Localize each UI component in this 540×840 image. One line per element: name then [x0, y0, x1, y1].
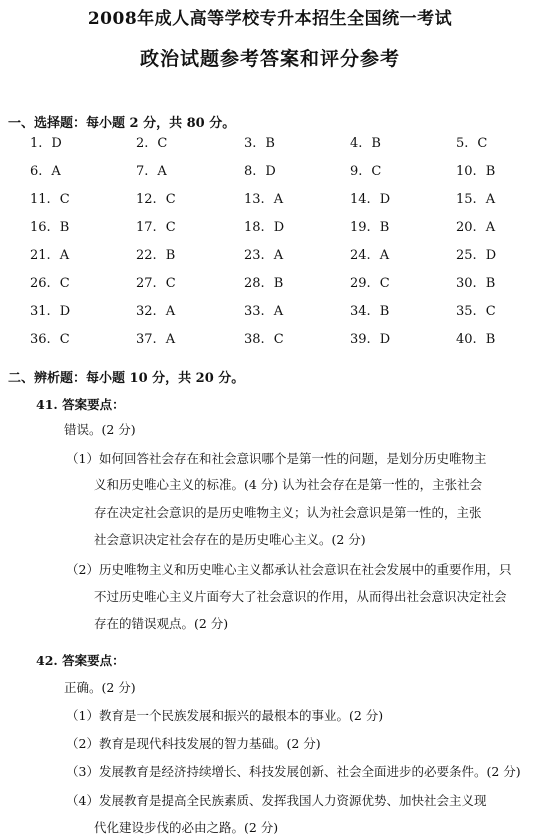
- q42-label: 42. 答案要点：: [36, 653, 125, 668]
- question-number: 2.: [136, 136, 149, 151]
- answer-letter: D: [379, 192, 391, 207]
- answer-item: [456, 304, 496, 319]
- answer-letter: D: [485, 248, 497, 263]
- question-number: 28.: [244, 276, 265, 291]
- q42-item: （3）发展教育是经济持续增长、科技发展创新、社会全面进步的必要条件。(2 分): [66, 764, 521, 779]
- answer-item: [456, 192, 495, 207]
- q41-label: 41. 答案要点：: [36, 397, 125, 412]
- answer-letter: A: [165, 304, 176, 319]
- answer-letter: A: [165, 332, 176, 347]
- answer-item: [244, 192, 283, 207]
- answer-item: [244, 136, 275, 151]
- question-number: 36.: [30, 332, 51, 347]
- answer-letter: A: [379, 248, 390, 263]
- answer-letter: B: [485, 332, 496, 347]
- question-number: 27.: [136, 276, 157, 291]
- q41-verdict: 错误。(2 分): [64, 422, 136, 437]
- answer-item: [30, 220, 69, 235]
- answer-item: [350, 304, 389, 319]
- answer-letter: A: [273, 248, 284, 263]
- question-number: 30.: [456, 276, 477, 291]
- answer-item: [244, 164, 276, 179]
- q42-verdict: 正确。(2 分): [64, 680, 136, 695]
- answer-letter: A: [485, 192, 496, 207]
- answer-letter: B: [485, 164, 496, 179]
- question-number: 1.: [30, 136, 43, 151]
- q42-item: （1）教育是一个民族发展和振兴的最根本的事业。(2 分): [66, 708, 384, 723]
- question-number: 15.: [456, 192, 477, 207]
- answer-item: [136, 136, 167, 151]
- answer-item: [456, 164, 495, 179]
- answer-letter: D: [51, 136, 62, 151]
- answer-item: [244, 332, 284, 347]
- answer-letter: B: [273, 276, 284, 291]
- answer-item: [244, 220, 284, 235]
- answer-item: [350, 248, 389, 263]
- answer-letter: C: [165, 192, 176, 207]
- answer-item: [30, 164, 61, 179]
- answer-item: [350, 136, 381, 151]
- answer-item: [136, 304, 175, 319]
- question-number: 37.: [136, 332, 157, 347]
- answer-letter: B: [165, 248, 176, 263]
- answer-letter: C: [165, 220, 176, 235]
- answer-letter: C: [273, 332, 284, 347]
- answer-letter: C: [59, 192, 70, 207]
- answer-letter: C: [379, 276, 390, 291]
- answer-letter: C: [59, 332, 70, 347]
- answer-letter: D: [379, 332, 391, 347]
- document-subtitle: 政治试题参考答案和评分参考: [139, 48, 400, 70]
- answer-letter: A: [59, 248, 70, 263]
- q41-p2-line: 不过历史唯心主义片面夸大了社会意识的作用，从而得出社会意识决定社会: [94, 589, 507, 604]
- answer-letter: D: [59, 304, 71, 319]
- question-number: 31.: [30, 304, 51, 319]
- answer-item: [136, 248, 175, 263]
- question-number: 29.: [350, 276, 371, 291]
- q41-p2-line: （2）历史唯物主义和历史唯心主义都承认社会意识在社会发展中的重要作用，只: [66, 562, 512, 577]
- question-number: 23.: [244, 248, 265, 263]
- question-number: 26.: [30, 276, 51, 291]
- answer-letter: C: [157, 136, 168, 151]
- question-number: 32.: [136, 304, 157, 319]
- answer-letter: A: [485, 220, 496, 235]
- question-number: 34.: [350, 304, 371, 319]
- answer-item: [456, 276, 495, 291]
- answer-letter: C: [59, 276, 70, 291]
- answer-letter: B: [485, 276, 496, 291]
- answer-item: [30, 136, 62, 151]
- question-number: 8.: [244, 164, 257, 179]
- section-2-heading: 二、辨析题：每小题 10 分，共 20 分。: [8, 371, 245, 386]
- answer-item: [456, 136, 487, 151]
- question-number: 22.: [136, 248, 157, 263]
- question-number: 40.: [456, 332, 477, 347]
- question-number: 4.: [350, 136, 363, 151]
- q41-p1-line: 存在决定社会意识的是历史唯物主义；认为社会意识是第一性的，主张: [94, 505, 482, 520]
- answer-item: [350, 276, 390, 291]
- answer-item: [136, 332, 175, 347]
- question-number: 7.: [136, 164, 149, 179]
- answer-item: [350, 332, 390, 347]
- section-1-heading: 一、选择题：每小题 2 分，共 80 分。: [8, 116, 236, 131]
- q42-item: 代化建设步伐的必由之路。(2 分): [94, 820, 279, 835]
- question-number: 39.: [350, 332, 371, 347]
- answer-item: [244, 248, 283, 263]
- q42-item: （2）教育是现代科技发展的智力基础。(2 分): [66, 736, 321, 751]
- question-number: 38.: [244, 332, 265, 347]
- answer-letter: B: [379, 304, 390, 319]
- answer-item: [244, 304, 283, 319]
- question-number: 11.: [30, 192, 51, 207]
- question-number: 17.: [136, 220, 157, 235]
- answer-item: [136, 192, 176, 207]
- answer-letter: A: [273, 192, 284, 207]
- question-number: 5.: [456, 136, 469, 151]
- answer-letter: C: [165, 276, 176, 291]
- answer-item: [456, 248, 496, 263]
- answer-item: [136, 276, 176, 291]
- answer-letter: D: [273, 220, 285, 235]
- question-number: 10.: [456, 164, 477, 179]
- question-number: 20.: [456, 220, 477, 235]
- answer-item: [136, 164, 167, 179]
- answer-item: [30, 192, 70, 207]
- answer-item: [30, 276, 70, 291]
- answer-item: [244, 276, 283, 291]
- question-number: 33.: [244, 304, 265, 319]
- q42-item: （4）发展教育是提高全民族素质、发挥我国人力资源优势、加快社会主义现: [66, 793, 487, 808]
- answer-letter: A: [157, 164, 167, 179]
- question-number: 12.: [136, 192, 157, 207]
- q41-p1-line: （1）如何回答社会存在和社会意识哪个是第一性的问题，是划分历史唯物主: [66, 451, 487, 466]
- answer-letter: C: [485, 304, 496, 319]
- answer-item: [456, 332, 495, 347]
- question-number: 9.: [350, 164, 363, 179]
- answer-letter: A: [273, 304, 284, 319]
- answer-item: [456, 220, 495, 235]
- question-number: 13.: [244, 192, 265, 207]
- answer-letter: D: [265, 164, 276, 179]
- q41-p1-line: 社会意识决定社会存在的是历史唯心主义。(2 分): [94, 532, 366, 547]
- q41-p2-line: 存在的错误观点。(2 分): [94, 616, 229, 631]
- answer-letter: B: [379, 220, 390, 235]
- question-number: 21.: [30, 248, 51, 263]
- answer-item: [30, 304, 70, 319]
- question-number: 24.: [350, 248, 371, 263]
- answer-letter: B: [371, 136, 381, 151]
- question-number: 18.: [244, 220, 265, 235]
- question-number: 16.: [30, 220, 51, 235]
- question-number: 3.: [244, 136, 257, 151]
- answer-item: [30, 248, 69, 263]
- question-number: 25.: [456, 248, 477, 263]
- answer-item: [350, 164, 381, 179]
- question-number: 19.: [350, 220, 371, 235]
- answer-item: [350, 192, 390, 207]
- answer-letter: C: [477, 136, 488, 151]
- answer-letter: C: [371, 164, 382, 179]
- answer-item: [350, 220, 389, 235]
- question-number: 14.: [350, 192, 371, 207]
- answer-letter: B: [59, 220, 70, 235]
- answer-letter: A: [51, 164, 61, 179]
- answer-item: [136, 220, 176, 235]
- question-number: 35.: [456, 304, 477, 319]
- question-number: 6.: [30, 164, 43, 179]
- answer-letter: B: [265, 136, 275, 151]
- document-title: 2008年成人高等学校专升本招生全国统一考试: [87, 9, 453, 29]
- answer-item: [30, 332, 70, 347]
- q41-p1-line: 义和历史唯心主义的标准。(4 分) 认为社会存在是第一性的，主张社会: [94, 477, 483, 492]
